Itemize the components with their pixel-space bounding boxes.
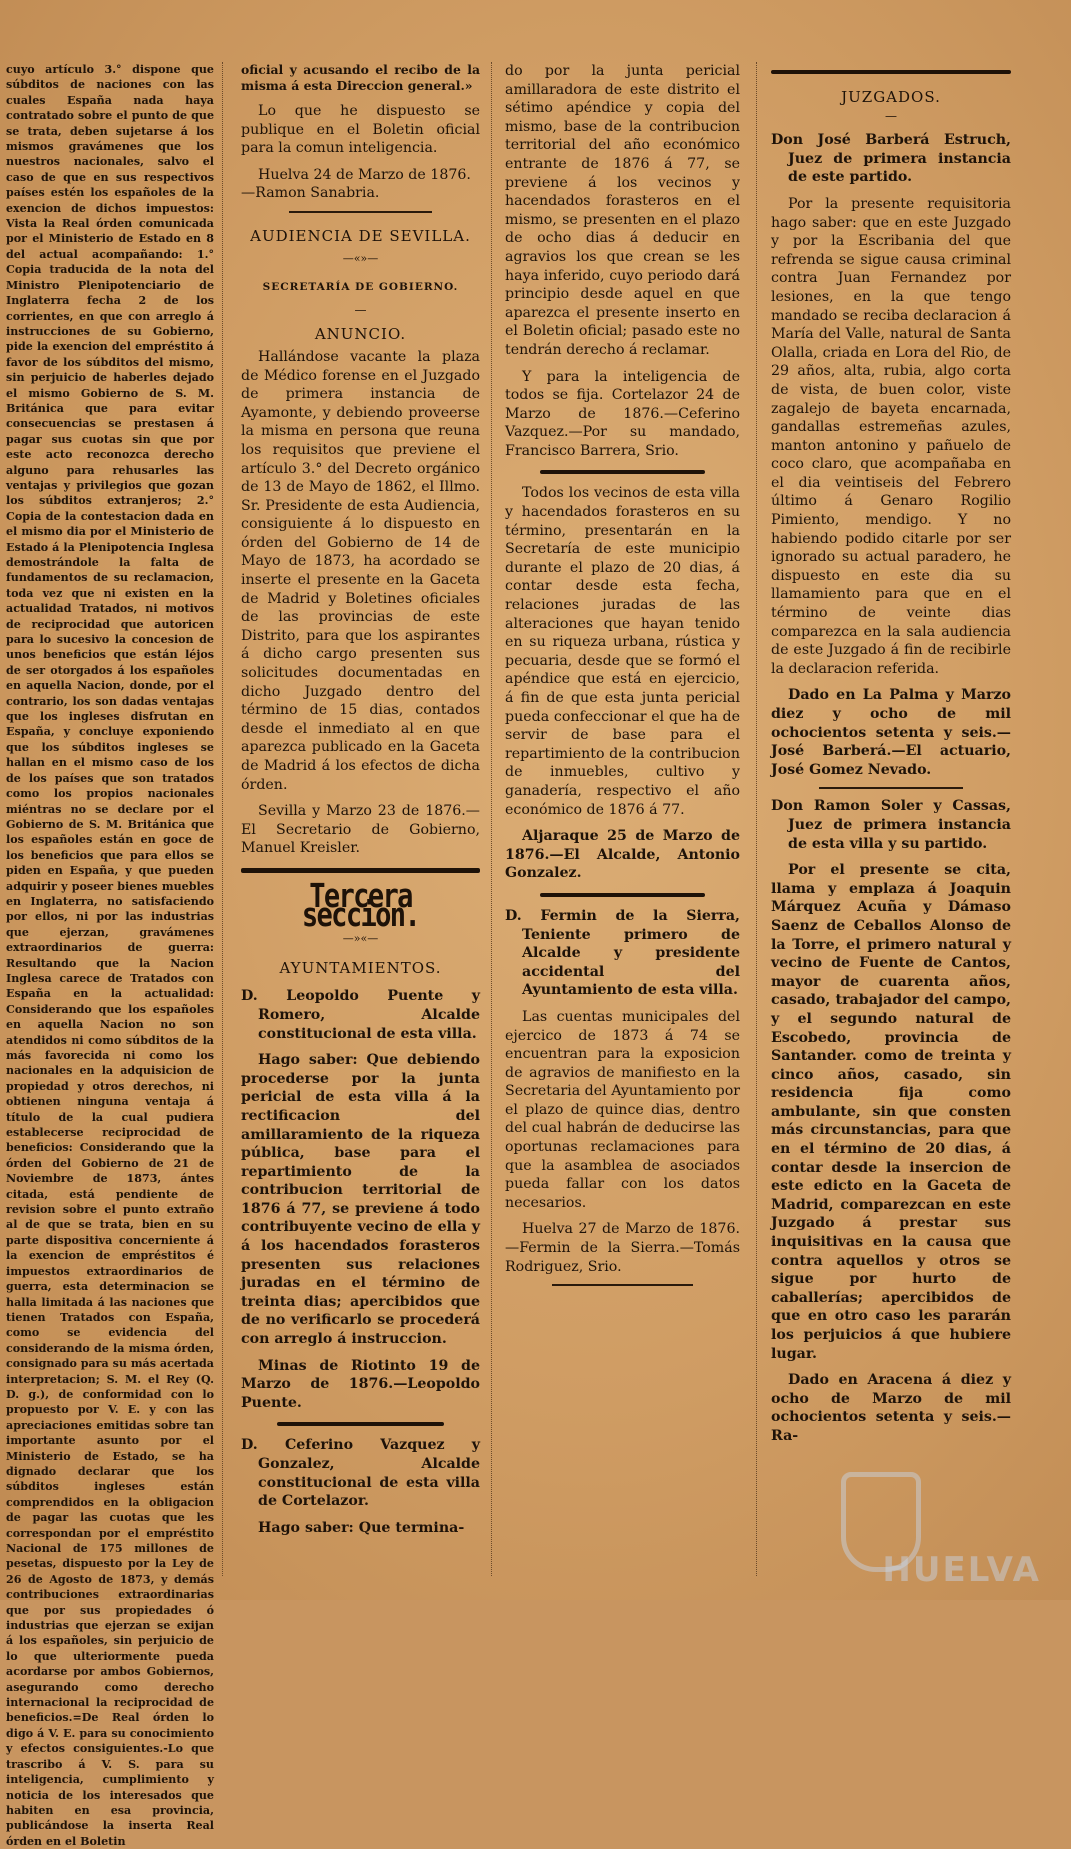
signature: —Ramon Sanabria. (241, 185, 380, 202)
subheading-secretaria: SECRETARÍA DE GOBIERNO. (262, 281, 459, 294)
paragraph: Hallándose vacante la plaza de Médico forense en el Juzgado de primera instancia de Ayamonte, y debiendo proveerse la misma en persona que reuna los requisitos que previene el artículo 3.° del Decreto orgánico de 13 de Mayo de 1862, el Illmo. Sr. Presidente de esta Audiencia, consiguiente á lo dispuesto en órden del Gobierno de 14 de Mayo de 1873, ha acordado se inserte el presente en la Gaceta de Madrid y Boletines oficiales de las provincias de este Distrito, para que los aspirantes á dicho cargo presenten sus solicitudes documentadas en dicho Juzgado dentro del término de 15 dias, contados desde el inmediato al en que aparezca publicado en la Gaceta de Madrid á los efectos de dicha órden. (241, 348, 480, 793)
column-divider (222, 62, 223, 1576)
paragraph: Y para la inteligencia de todos se fija. Cortelazor 24 de Marzo de 1876.—Ceferino Vazquez.—Por su mandado, Francisco Barrera, Srio. (505, 368, 740, 459)
signature: Dado en Aracena á diez y ocho de Marzo de mil ochocientos setenta y seis.—Ra- (771, 1372, 1011, 1444)
signature: Dado en La Palma y Marzo diez y ocho de mil ochocientos setenta y seis.—José Barberá.—El actuario, José Gomez Nevado. (771, 687, 1011, 778)
rule (289, 211, 432, 213)
paragraph: Lo que he dispuesto se publique en el Boletin oficial para la comun inteligencia. (241, 103, 480, 157)
paragraph: Por la presente requisitoria hago saber: que en este Juzgado y por la Escribania del que refrenda se sigue causa criminal contra Juan Fernandez por lesiones, en la que tengo mandado se reciba declaracion á María del Valle, natural de Santa Olalla, criada en Lora del Rio, de 29 años, alta, rubia, algo corta de vista, de buen color, viste zagalejo de bayeta encarnada, gandallas estremeñas azules, manton antonino y pañuelo de coco claro, que acompañaba en el dia veintiseis del Febrero último á Genaro Rogilio Pimiento, mendigo. Y no habiendo podido citarle por ser ignorado su actual paradero, he dispuesto en este dia su llamamiento para que en el término de veinte dias comparezca en la sala audiencia de este Juzgado á fin de recibirle la declaracion referida. (771, 195, 1011, 677)
notice-heading: D. Leopoldo Puente y Romero, Alcalde constitucional de esta villa. (241, 988, 480, 1042)
notice-heading: D. Fermin de la Sierra, Teniente primero de Alcalde y presidente accidental del Ayuntamiento de esta villa. (505, 907, 740, 999)
heading-juzgados: JUZGADOS. (841, 88, 941, 106)
paragraph: do por la junta pericial amillaradora de este distrito el sétimo apéndice y copia del mismo, base de la contribucion territorial del año económico entrante de 1876 á 77, se previene á los vecinos y hacendados forasteros en el mismo, se presenten en el plazo de ocho dias á deducir en agravios los que crean se les haya inferido, cuyo periodo dará principio desde aquel en que aparezca el presente inserto en el Boletin oficial; pasado este no tendrán derecho á reclamar. (505, 63, 740, 358)
column-4 (771, 62, 1011, 1580)
column-3 (505, 62, 740, 1580)
signature: Aljaraque 25 de Marzo de 1876.—El Alcalde, Antonio Gonzalez. (505, 828, 740, 882)
column-2: oficial y acusando el recibo de la misma á esta Direccion general.» Lo que he dispuesto se publique en el Boletin oficial para la comun inteligencia. Huelva 24 de Marzo de 1876. —Ramon Sanabria. AUDIENCIA DE SEVILLA. —«»— SECRETARÍA DE GOBIERNO. — ANUNCIO. Hallándose vacante la plaza de Médico forense en el Juzgado de primera instancia de Ayamonte, y debiendo proveerse la misma en persona que reuna los requisitos que previene el artículo 3.° del Decreto orgánico de 13 de Mayo de 1862, el Illmo. Sr. Presidente de esta Audiencia, consiguiente á lo dispuesto en órden del Gobierno de 14 de Mayo de 1873, ha acordado se inserte el presente en la Gaceta de Madrid y Boletines oficiales de las provincias de este Distrito, para que los aspirantes á dicho cargo presenten sus solicitudes documentadas en dicho Juzgado dentro del término de 15 dias, contados desde el inmediato al en que aparezca publicado en la Gaceta de Madrid á los efectos de dicha órden. Sevilla y Marzo 23 de 1876.—El Secretario de Gobierno, Manuel Kreisler. Tercera seccion. —»«— AYUNTAMIENTOS. D. Leopoldo Puente y Romero, Alcalde constitucional de esta villa. Hago saber: Que debiendo procederse por la junta pericial de esta villa á la rectificacion del amillaramiento de la riqueza pública, base para el repartimiento de la contribucion territorial de 1876 á 77, se previene á todo contribuyente vecino de ella y á los hacendados forasteros presenten sus relaciones juradas en el término de treinta dias; apercibidos que de no verificarlo se procederá con arreglo á instruccion. Minas de Riotinto 19 de Marzo de 1876.—Leopoldo Puente. D. Ceferino Vazquez y Gonzalez, Alcalde constitucional de esta villa de Cortelazor. Hago saber: Que termina- (241, 62, 480, 1536)
signature: Minas de Riotinto 19 de Marzo de 1876.—Leopoldo Puente. (241, 1357, 480, 1411)
dash: — (885, 108, 897, 123)
column-divider (756, 62, 757, 1576)
column-1 (6, 62, 214, 1848)
watermark: HUELVA (882, 1550, 1041, 1590)
rule (241, 868, 480, 873)
royal-order-text: cuyo artículo 3.° dispone que súbditos de naciones con las cuales España nada haya contratado sobre el punto de que se trata, deben sujetarse á los mismos gravámenes que los nuestros nacionales, salvo el caso de que en sus respectivos países estén los españoles de la exencion de dichos impuestos: Vista la Real órden comunicada por el Ministerio de Estado en 8 del actual acompañando: 1.° Copia traducida de la nota del Ministro Plenipotenciario de Inglaterra fecha 2 de los corrientes, en que con arreglo á instrucciones de su Gobierno, pide la exencion del empréstito á favor de los súbditos del mismo, sin perjuicio de haberles dejado el mismo Gobierno de S. M. Británica que para evitar consecuencias se prestasen á pagar sus cuotas sin que por este acto reconozca derecho alguno para rehusarles las ventajas y privilegios que gozan los súbditos extranjeros; 2.° Copia de la contestacion dada en el mismo dia por el Ministerio de Estado á la Plenipotencia Inglesa demostrándole la falta de fundamentos de su reclamacion, toda vez que ni existen en la actualidad Tratados, ni motivos de reciprocidad que autoricen para lo sucesivo la concesion de unos beneficios que están léjos de ser otorgados á los españoles en aquella Nacion, donde, por el contrario, los son dadas ventajas que los ingleses disfrutan en España, y concluye exponiendo que los súbditos ingleses se hallan en el mismo caso de los de los países que son tratados como los propios nacionales miéntras no se declare por el Gobierno de S. M. Británica que los españoles están en goce de los beneficios que para ellos se piden en España, y que pueden adquirir y poseer bienes muebles en Inglaterra, no satisfaciendo por ellos, ni por las industrias que ejerzan, gravámenes extraordinarios de guerra: Resultando que la Nacion Inglesa carece de Tratados con España en la actualidad: Considerando que los españoles en aquella Nacion no son atendidos ni como súbditos de la más favorecida ni como los nacionales en la adquisicion de propiedad y otros derechos, ni obtienen ninguna ventaja á título de la cual pudiera establecerse reciprocidad de beneficios: Considerando que la órden del Gobierno de 21 de Noviembre de 1873, ántes citada, está pendiente de revision sobre el punto extraño al de que se trata, bien en su parte dispositiva concerniente á la exencion de empréstitos é impuestos extraordinarios de guerra, esta determinacion se halla limitada á las naciones que tienen Tratados con España, como se evidencia del considerando de la misma órden, consignado para su más acertada interpretacion; S. M. el Rey (Q. D. g.), de conformidad con lo propuesto por V. E. y con las apreciaciones emitidas sobre tan importante asunto por el Ministerio de Estado, se ha dignado declarar que los súbditos ingleses están comprendidos en la obligacion de pagar las cuotas que les correspondan por el empréstito Nacional de 175 millones de pesetas, dispuesto por la Ley de 26 de Agosto de 1873, y demás contribuciones extraordinarias que por sus propiedades ó industrias que ejerzan se exijan á los españoles, sin perjuicio de lo que ulteriormente pueda acordarse por ambos Gobiernos, asegurando como derecho internacional la reciprocidad de beneficios.=De Real órden lo digo á V. E. para su conocimiento y efectos consiguientes.-Lo que trascribo á V. S. para su inteligencia, cumplimiento y noticia de los interesados que habiten en esa provincia, publicándose la inserta Real órden en el Boletin (6, 63, 214, 1848)
signature: Sevilla y Marzo 23 de 1876.—El Secretario de Gobierno, Manuel Kreisler. (241, 803, 480, 857)
heading-ayuntamientos: AYUNTAMIENTOS. (279, 958, 442, 977)
date-line: Huelva 24 de Marzo de 1876. (258, 166, 471, 183)
ornament: —«»— (342, 251, 379, 265)
paragraph: Por el presente se cita, llama y emplaza á Joaquin Márquez Acuña y Dámaso Saenz de Ceballos Alonso de la Torre, el primero natural y vecino de Fuente de Cantos, mayor de cuarenta años, casado, trabajador del campo, y el segundo natural de Escobedo, provincia de Santander. como de treinta y cinco años, casado, sin residencia fija como ambulante, sin que consten más circunstancias, para que en el término de 20 dias, á contar desde la insercion de este edicto en la Gaceta de Madrid, comparezcan en este Juzgado á prestar sus inquisitivas en la causa que contra aquellos y otros se sigue por hurto de caballerías; apercibidos de que en otro caso les pararán los perjuicios á que hubiere lugar. (771, 862, 1011, 1362)
paragraph: Las cuentas municipales del ejercico de 1873 á 74 se encuentran para la exposicion de agravios de manifiesto en la Secretaria del Ayuntamiento por el plazo de quince dias, dentro del cual habrán de deducirse las oportunas reclamaciones para que la asamblea de asociados pueda fallar con los datos necesarios. (505, 1008, 741, 1211)
heading-anuncio: ANUNCIO. (314, 325, 407, 344)
section-heading-audiencia: AUDIENCIA DE SEVILLA. (250, 226, 471, 245)
rule (819, 787, 963, 789)
rule (552, 1284, 693, 1286)
signature: Huelva 27 de Marzo de 1876.—Fermin de la Sierra.—Tomás Rodriguez, Srio. (505, 1221, 740, 1275)
section-title-tercera: Tercera seccion. (301, 875, 420, 934)
paragraph: Hago saber: Que debiendo procederse por la junta pericial de esta villa á la rectificacion del amillaramiento de la riqueza pública, base para el repartimiento de la contribucion territorial de 1876 á 77, se previene á todo contribuyente vecino de ella y á los hacendados forasteros presenten sus relaciones juradas en el término de treinta dias; apercibidos que de no verificarlo se procederá con arreglo á instruccion. (241, 1052, 480, 1348)
notice-heading: D. Ceferino Vazquez y Gonzalez, Alcalde constitucional de esta villa de Cortelazor. (241, 1437, 480, 1510)
notice-heading: Don Ramon Soler y Cassas, Juez de primera instancia de esta villa y su partido. (771, 798, 1011, 852)
paragraph: Hago saber: Que termina- (258, 1519, 465, 1536)
rule (277, 1422, 444, 1426)
ornament: —»«— (342, 932, 379, 946)
notice-heading: Don José Barberá Estruch, Juez de primera instancia de este partido. (771, 132, 1011, 186)
rule (771, 70, 1011, 74)
rule (540, 470, 705, 474)
paragraph: oficial y acusando el recibo de la misma á esta Direccion general.» (241, 62, 480, 93)
paragraph: Todos los vecinos de esta villa y hacendados forasteros en su término, presentarán en la Secretaría de este municipio durante el plazo de 20 dias, á contar desde esta fecha, relaciones juradas de las alteraciones que hayan tenido en su riqueza urbana, rústica y pecuaria, desde que se formó el apéndice que está en ejercicio, á fin de que esta junta pericial pueda confeccionar el que ha de servir de base para el repartimiento de la contribucion de inmuebles, cultivo y ganadería, respectivo el año económico de 1876 á 77. (505, 485, 740, 818)
column-divider (491, 62, 492, 1576)
rule (540, 893, 705, 897)
